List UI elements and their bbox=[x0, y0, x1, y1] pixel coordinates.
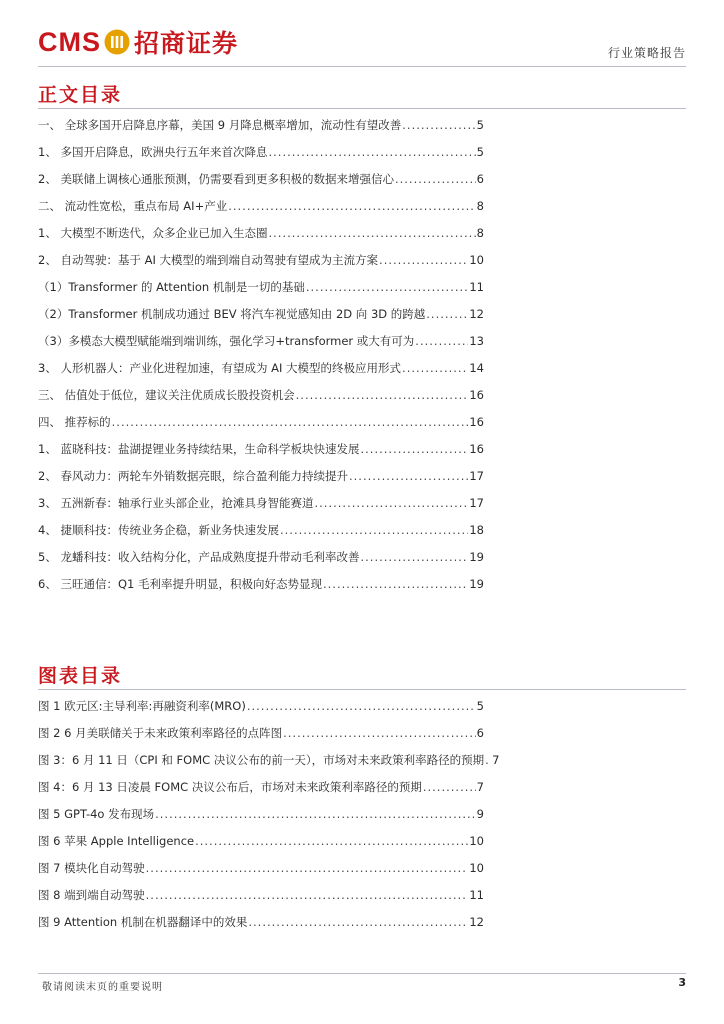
body-toc-entry[interactable] bbox=[38, 495, 484, 522]
body-toc-entry[interactable] bbox=[38, 252, 484, 279]
toc-entry-page[interactable]: 18 bbox=[469, 523, 484, 537]
toc-entry-page[interactable]: 6 bbox=[476, 726, 484, 740]
toc-dot-leader bbox=[268, 226, 475, 240]
toc-entry-title[interactable]: （2）Transformer 机制成功通过 BEV 将汽车视觉感知由 2D 向 3D 的跨越 bbox=[38, 307, 426, 321]
figure-toc-entry[interactable] bbox=[38, 752, 500, 779]
logo-chinese-text: 招商证券 bbox=[134, 29, 239, 58]
toc-dot-leader bbox=[146, 888, 469, 902]
body-toc-entry[interactable] bbox=[38, 387, 484, 414]
figure-toc-entry[interactable] bbox=[38, 779, 484, 806]
body-toc-entry[interactable] bbox=[38, 441, 484, 468]
figure-toc-divider bbox=[38, 689, 686, 690]
figure-toc-entry[interactable] bbox=[38, 833, 484, 860]
toc-dot-leader bbox=[426, 307, 468, 321]
toc-entry-title[interactable]: 图 1 欧元区:主导利率:再融资利率(MRO) bbox=[38, 699, 246, 713]
body-toc-entry[interactable] bbox=[38, 360, 484, 387]
toc-entry-page[interactable]: 5 bbox=[476, 145, 484, 159]
body-toc-entry[interactable] bbox=[38, 279, 484, 306]
toc-entry-title[interactable]: 1、 多国开启降息，欧洲央行五年来首次降息 bbox=[38, 145, 268, 159]
figure-toc-entry[interactable] bbox=[38, 887, 484, 914]
company-logo bbox=[38, 26, 238, 58]
toc-entry-page[interactable]: 12 bbox=[469, 915, 484, 929]
body-toc-entry[interactable] bbox=[38, 225, 484, 252]
figure-toc-title: 图表目录 bbox=[38, 665, 123, 687]
toc-dot-leader bbox=[268, 145, 475, 159]
toc-entry-page[interactable]: 17 bbox=[469, 496, 484, 510]
body-toc-entry[interactable] bbox=[38, 333, 484, 360]
toc-dot-leader bbox=[323, 577, 468, 591]
figure-toc-entry[interactable] bbox=[38, 725, 484, 752]
body-toc-list bbox=[38, 117, 484, 603]
toc-dot-leader bbox=[155, 807, 476, 821]
body-toc-entry[interactable] bbox=[38, 117, 484, 144]
toc-dot-leader bbox=[395, 172, 476, 186]
toc-entry-title[interactable]: 图 9 Attention 机制在机器翻译中的效果 bbox=[38, 915, 248, 929]
toc-dot-leader bbox=[296, 388, 469, 402]
body-toc-title: 正文目录 bbox=[38, 84, 123, 106]
toc-dot-leader bbox=[146, 861, 469, 875]
toc-dot-leader bbox=[485, 753, 491, 767]
footer-disclaimer-note: 敬请阅读末页的重要说明 bbox=[42, 982, 163, 993]
toc-dot-leader bbox=[280, 523, 468, 537]
toc-entry-title[interactable]: 图 5 GPT-4o 发布现场 bbox=[38, 807, 155, 821]
toc-entry-title[interactable]: 图 4：6 月 13 日凌晨 FOMC 决议公布后，市场对未来政策利率路径的预期 bbox=[38, 780, 422, 794]
toc-dot-leader bbox=[360, 550, 468, 564]
page-header bbox=[0, 0, 724, 70]
toc-entry-page[interactable]: 16 bbox=[469, 388, 484, 402]
toc-dot-leader bbox=[306, 280, 468, 294]
toc-entry-page[interactable]: 10 bbox=[469, 834, 484, 848]
toc-entry-page[interactable]: 6 bbox=[476, 172, 484, 186]
toc-dot-leader bbox=[379, 253, 468, 267]
toc-dot-leader bbox=[195, 834, 468, 848]
toc-dot-leader bbox=[283, 726, 476, 740]
body-toc-entry[interactable] bbox=[38, 414, 484, 441]
toc-dot-leader bbox=[402, 118, 475, 132]
toc-entry-page[interactable]: 9 bbox=[476, 807, 484, 821]
toc-entry-title[interactable]: 图 8 端到端自动驾驶 bbox=[38, 888, 145, 902]
toc-entry-title[interactable]: 图 7 模块化自动驾驶 bbox=[38, 861, 145, 875]
toc-entry-page[interactable]: 17 bbox=[469, 469, 484, 483]
toc-dot-leader bbox=[423, 780, 476, 794]
figure-toc-entry[interactable] bbox=[38, 914, 484, 941]
figure-toc-entry[interactable] bbox=[38, 698, 484, 725]
toc-entry-page[interactable]: 11 bbox=[469, 888, 484, 902]
toc-entry-title[interactable]: 四、 推荐标的 bbox=[38, 415, 111, 429]
body-toc-entry[interactable] bbox=[38, 576, 484, 603]
body-toc-entry[interactable] bbox=[38, 198, 484, 225]
toc-entry-page[interactable]: 8 bbox=[476, 199, 484, 213]
toc-dot-leader bbox=[360, 442, 468, 456]
toc-entry-page[interactable]: 7 bbox=[476, 780, 484, 794]
toc-entry-page[interactable]: 11 bbox=[469, 280, 484, 294]
toc-entry-title[interactable]: 三、 估值处于低位，建议关注优质成长股投资机会 bbox=[38, 388, 295, 402]
toc-dot-leader bbox=[228, 199, 475, 213]
page-number: 3 bbox=[678, 976, 686, 989]
toc-entry-page[interactable]: 10 bbox=[469, 861, 484, 875]
toc-entry-title[interactable]: 二、 流动性宽松，重点布局 AI+产业 bbox=[38, 199, 228, 213]
logo-latin-text: CMS bbox=[38, 26, 101, 57]
toc-dot-leader bbox=[402, 361, 468, 375]
body-toc-divider bbox=[38, 108, 686, 109]
toc-dot-leader bbox=[415, 334, 468, 348]
toc-entry-page[interactable]: 12 bbox=[469, 307, 484, 321]
body-toc-entry[interactable] bbox=[38, 171, 484, 198]
body-toc-entry[interactable] bbox=[38, 306, 484, 333]
body-toc-entry[interactable] bbox=[38, 522, 484, 549]
toc-entry-title[interactable]: 图 6 苹果 Apple Intelligence bbox=[38, 834, 195, 848]
toc-entry-title[interactable]: 2、 自动驾驶：基于 AI 大模型的端到端自动驾驶有望成为主流方案 bbox=[38, 253, 379, 267]
toc-entry-page[interactable]: 5 bbox=[476, 699, 484, 713]
toc-entry-title[interactable]: 图 3：6 月 11 日（CPI 和 FOMC 决议公布的前一天），市场对未来政策利率路径的预期 bbox=[38, 753, 485, 767]
toc-entry-title[interactable]: 3、 人形机器人：产业化进程加速，有望成为 AI 大模型的终极应用形式 bbox=[38, 361, 402, 375]
header-divider bbox=[38, 66, 686, 67]
figure-toc-entry[interactable] bbox=[38, 806, 484, 833]
toc-entry-page[interactable]: 7 bbox=[492, 753, 500, 767]
toc-entry-title[interactable]: （3）多模态大模型赋能端到端训练，强化学习+transformer 或大有可为 bbox=[38, 334, 415, 348]
body-toc-entry[interactable] bbox=[38, 549, 484, 576]
toc-entry-title[interactable]: 1、 大模型不断迭代，众多企业已加入生态圈 bbox=[38, 226, 268, 240]
figure-toc-list bbox=[38, 698, 500, 941]
toc-entry-title[interactable]: 5、 龙蟠科技：收入结构分化，产品成熟度提升带动毛利率改善 bbox=[38, 550, 360, 564]
toc-dot-leader bbox=[112, 415, 469, 429]
toc-entry-title[interactable]: 3、 五洲新春：轴承行业头部企业，抢滩具身智能赛道 bbox=[38, 496, 314, 510]
logo-emblem-icon bbox=[104, 29, 130, 55]
toc-entry-title[interactable]: 4、 捷顺科技：传统业务企稳，新业务快速发展 bbox=[38, 523, 279, 537]
toc-entry-page[interactable]: 8 bbox=[476, 226, 484, 240]
toc-entry-title[interactable]: （1）Transformer 的 Attention 机制是一切的基础 bbox=[38, 280, 305, 294]
toc-entry-title[interactable]: 6、 三旺通信：Q1 毛利率提升明显，积极向好态势显现 bbox=[38, 577, 322, 591]
toc-dot-leader bbox=[349, 469, 468, 483]
figure-toc-entry[interactable] bbox=[38, 860, 484, 887]
body-toc-entry[interactable] bbox=[38, 144, 484, 171]
toc-entry-page[interactable]: 10 bbox=[469, 253, 484, 267]
footer-divider bbox=[38, 973, 686, 974]
toc-entry-page[interactable]: 13 bbox=[469, 334, 484, 348]
toc-entry-title[interactable]: 2、 美联储上调核心通胀预测，仍需要看到更多积极的数据来增强信心 bbox=[38, 172, 394, 186]
toc-entry-page[interactable]: 16 bbox=[469, 415, 484, 429]
toc-entry-title[interactable]: 2、 春风动力：两轮车外销数据亮眼，综合盈利能力持续提升 bbox=[38, 469, 348, 483]
toc-dot-leader bbox=[247, 699, 476, 713]
toc-entry-page[interactable]: 14 bbox=[469, 361, 484, 375]
toc-entry-title[interactable]: 1、 蓝晓科技：盐湖提锂业务持续结果，生命科学板块快速发展 bbox=[38, 442, 360, 456]
toc-entry-title[interactable]: 图 2 6 月美联储关于未来政策利率路径的点阵图 bbox=[38, 726, 283, 740]
toc-entry-page[interactable]: 16 bbox=[469, 442, 484, 456]
toc-entry-page[interactable]: 19 bbox=[469, 550, 484, 564]
toc-dot-leader bbox=[314, 496, 468, 510]
report-type-label: 行业策略报告 bbox=[607, 46, 686, 60]
toc-entry-page[interactable]: 19 bbox=[469, 577, 484, 591]
body-toc-entry[interactable] bbox=[38, 468, 484, 495]
toc-entry-title[interactable]: 一、 全球多国开启降息序幕，美国 9 月降息概率增加，流动性有望改善 bbox=[38, 118, 402, 132]
toc-entry-page[interactable]: 5 bbox=[476, 118, 484, 132]
toc-dot-leader bbox=[248, 915, 468, 929]
